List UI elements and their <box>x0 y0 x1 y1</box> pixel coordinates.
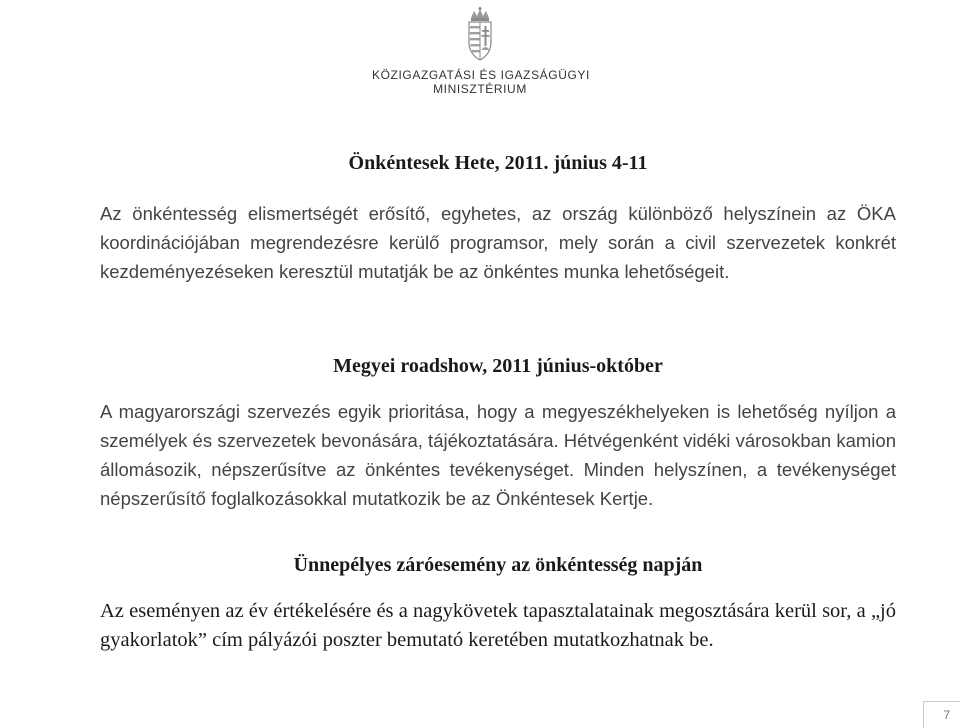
section-heading: Önkéntesek Hete, 2011. június 4-11 <box>348 152 648 174</box>
section-body: Az önkéntesség elismertségét erősítő, egyhetes, az ország különböző helyszínein az ÖKA koordinációjában megrendezésre kerülő programsor, mely során a civil szervezetek konkrét kezdeményezéseken keresztül mutatják be az önkéntes munka lehetőségeit. <box>100 203 896 282</box>
ministry-name-line2: MINISZTÉRIUM <box>433 82 527 96</box>
section-closing-event <box>100 552 896 655</box>
section-heading: Ünnepélyes záróesemény az önkéntesség napján <box>293 554 703 576</box>
page-number: 7 <box>943 708 950 722</box>
section-county-roadshow <box>100 353 896 513</box>
ministry-name-line1: KÖZIGAZGATÁSI ÉS IGAZSÁGÜGYI <box>372 68 590 82</box>
hungarian-coat-of-arms-icon <box>465 6 495 62</box>
section-heading: Megyei roadshow, 2011 június-október <box>333 355 663 377</box>
ministry-logo <box>372 6 588 98</box>
section-volunteer-week <box>100 150 896 286</box>
section-body: A magyarországi szervezés egyik prioritása, hogy a megyeszékhelyeken is lehetőség nyíljon a személyek és szervezetek bevonására, tájékoztatására. Hétvégenként vidéki városokban kamion állomásozik, népszerűsítve az önkéntes tevékenységet. Minden helyszínen, a tevékenységet népszerűsítő foglalkozásokkal mutatkozik be az Önkéntesek Kertje. <box>100 401 896 509</box>
page-number-box <box>923 701 960 728</box>
section-body: Az eseményen az év értékelésére és a nagykövetek tapasztalatainak megosztására kerül sor, a „jó gyakorlatok” cím pályázói poszter bemutató keretében mutatkozhatnak be. <box>100 600 896 651</box>
